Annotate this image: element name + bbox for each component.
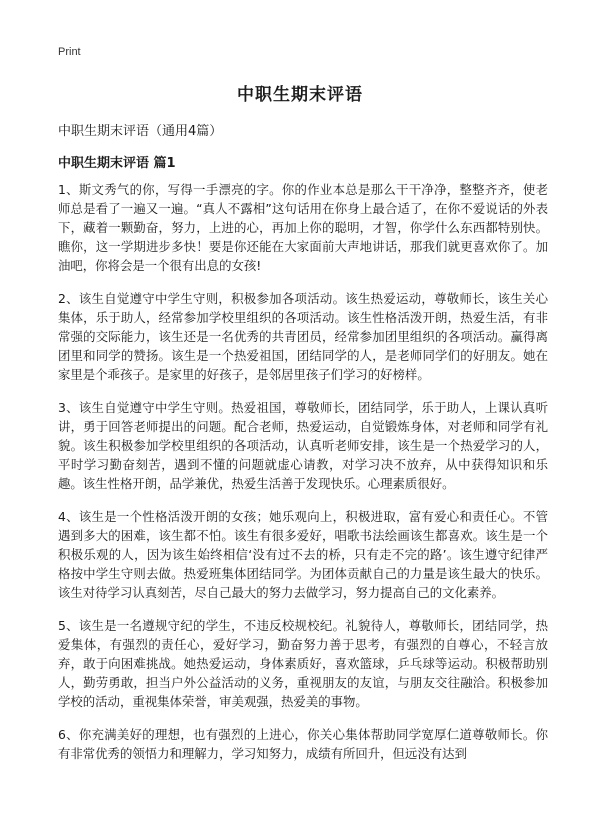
comment-paragraph-1: 1、斯文秀气的你，写得一手漂亮的字。你的作业本总是那么干干净净，整整齐齐，使老师总是看了一遍又一遍。“真人不露相”这句话用在你身上最合适了，在你不爱说话的外表下，藏着一颗勤奋，努力，上进的心，再加上你的聪明，才智，你学什么东西都特别快。瞧你，这一学期进步多快！要是你还能在大家面前大声地讲话，那我们就更喜欢你了。加油吧，你将会是一个很有出息的女孩! [58, 182, 548, 273]
comment-paragraph-5: 5、该生是一名遵规守纪的学生，不违反校规校纪。礼貌待人，尊敬师长，团结同学，热爱集体，有强烈的责任心，爱好学习，勤奋努力善于思考，有强烈的自尊心，不轻言放弃，敢于向困难挑战。她热爱运动，身体素质好，喜欢篮球，乒乓球等运动。积极帮助别人，勤劳勇敢，担当户外公益活动的义务，重视朋友的友谊，与朋友交往融洽。积极参加学校的活动，重视集体荣誉，审美观强，热爱美的事物。 [58, 618, 548, 709]
comment-paragraph-6: 6、你充满美好的理想，也有强烈的上进心，你关心集体帮助同学宽厚仁道尊敬师长。你有非常优秀的领悟力和理解力，学习知努力，成绩有所回升，但远没有达到 [58, 727, 548, 761]
document-subtitle: 中职生期末评语（通用4篇） [58, 124, 223, 139]
page-title: 中职生期末评语 [237, 85, 363, 105]
comment-paragraph-2: 2、该生自觉遵守中学生守则，积极参加各项活动。该生热爱运动，尊敬师长，该生关心集体，乐于助人，经常参加学校里组织的各项活动。该生性格活泼开朗，热爱生活，有非常强的交际能力，该生还是一名优秀的共青团员，经常参加团里组织的各项活动。赢得离团里和同学的赞扬。该生是一个热爱祖国，团结同学的人，是老师同学们的好朋友。她在家里是个乖孩子。是家里的好孩子，是邻居里孩子们学习的好榜样。 [58, 291, 548, 382]
comment-paragraph-3: 3、该生自觉遵守中学生守则。热爱祖国，尊敬师长，团结同学，乐于助人，上课认真听讲，勇于回答老师提出的问题。配合老师，热爱运动，自觉锻炼身体，对老师和同学有礼貌。该生积极参加学校里组织的各项活动，认真听老师安排，该生是一个热爱学习的人，平时学习勤奋刻苦，遇到不懂的问题就虚心请教，对学习决不放弃，从中获得知识和乐趣。该生性格开朗，品学兼优，热爱生活善于发现快乐。心理素质很好。 [58, 400, 548, 491]
print-link[interactable]: Print [58, 46, 81, 58]
comment-list [58, 180, 548, 777]
section-heading: 中职生期末评语 篇1 [58, 156, 176, 171]
comment-paragraph-4: 4、该生是一个性格活泼开朗的女孩；她乐观向上，积极进取，富有爱心和责任心。不管遇到多大的困难，该生都不怕。该生有很多爱好，唱歌书法绘画该生都喜欢。该生是一个积极乐观的人，因为该生始终相信‘没有过不去的桥，只有走不完的路’。该生遵守纪律严格按中学生守则去做。热爱班集体团结同学。为团体贡献自己的力量是该生最大的快乐。该生对待学习认真刻苦，尽自己最大的努力去做学习，努力提高自己的文化素养。 [58, 509, 548, 600]
